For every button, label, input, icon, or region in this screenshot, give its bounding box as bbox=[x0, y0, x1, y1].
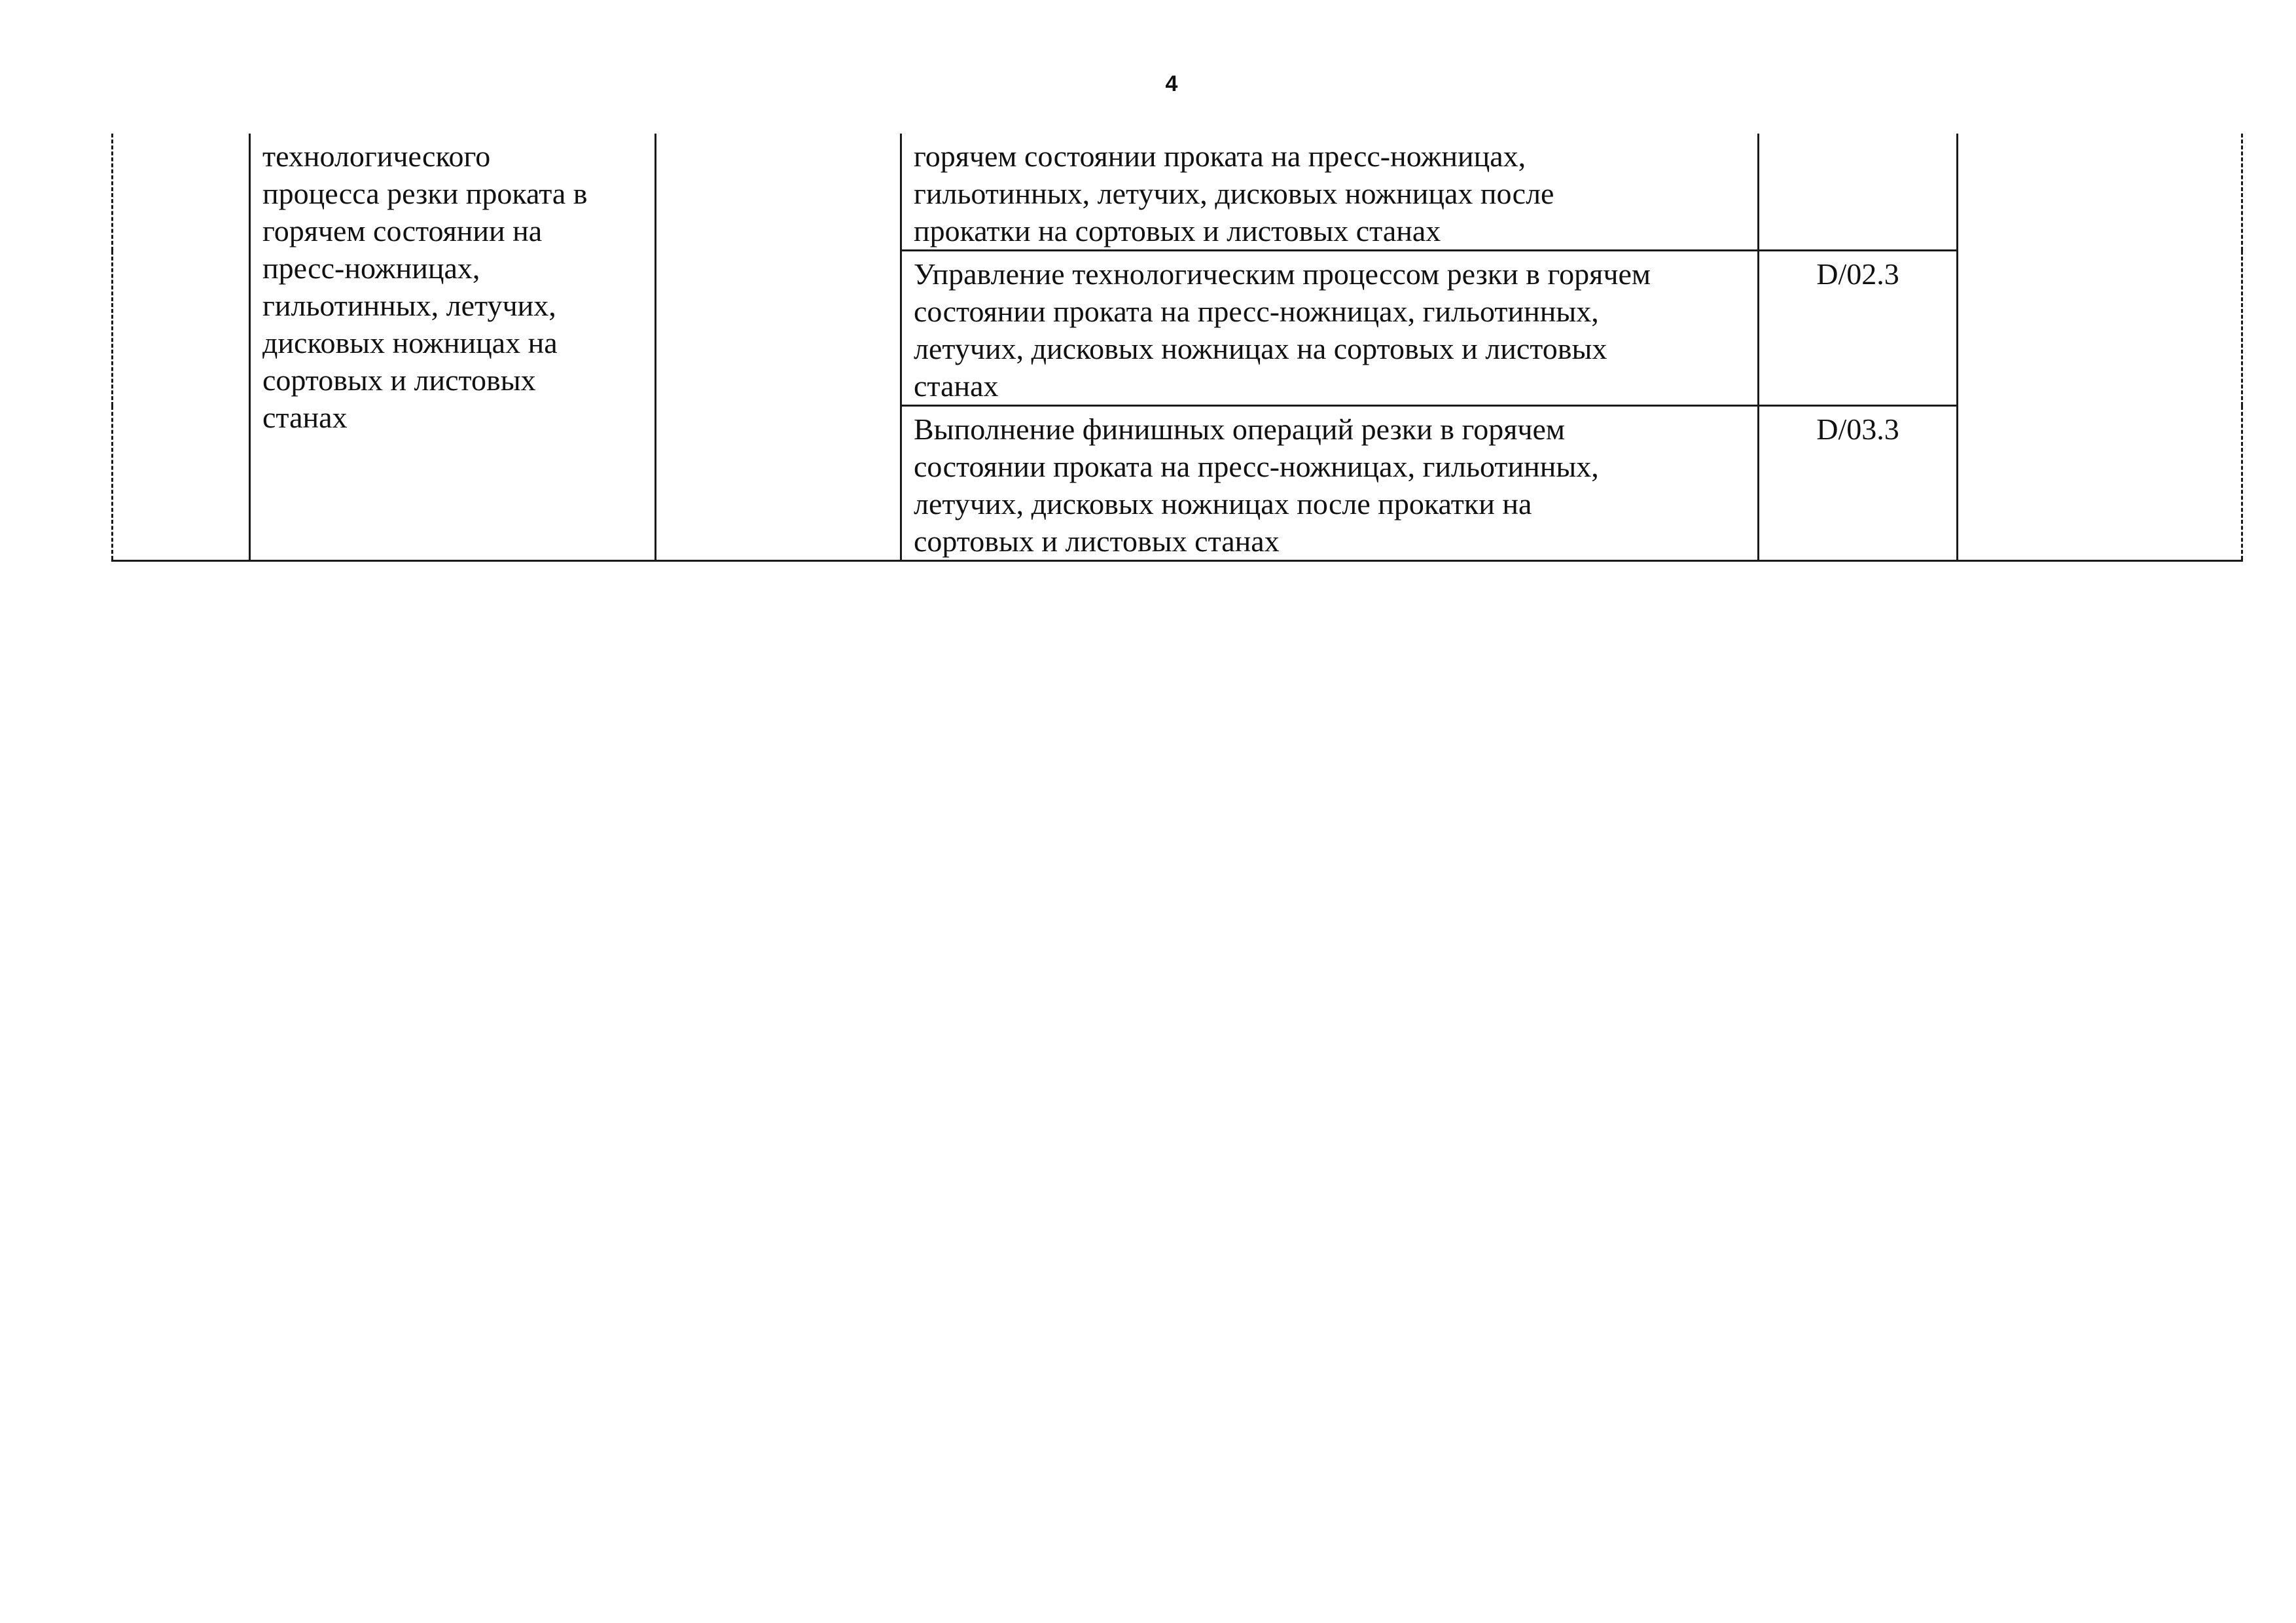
page-number: 4 bbox=[1165, 71, 1178, 96]
labor-function-name-cell: Выполнение финишных операций резки в горячем состоянии проката на пресс-ножницах, гильотинных, летучих, дисковых ножницах после прокатки на сортовых и листовых станах bbox=[901, 406, 1759, 561]
table-cell-code-group bbox=[113, 134, 250, 561]
qualification-level-cell bbox=[656, 134, 901, 561]
labor-function-code-cell bbox=[1759, 134, 1958, 251]
general-function-name-cell: технологического процесса резки проката в горячем состоянии на пресс-ножницах, гильотинных, летучих, дисковых ножницах на сортовых и листовых станах bbox=[250, 134, 656, 561]
table-row bbox=[113, 134, 2242, 251]
labor-function-code-cell: D/03.3 bbox=[1759, 406, 1958, 561]
labor-function-code-cell: D/02.3 bbox=[1759, 251, 1958, 406]
sublevel-cell bbox=[1958, 134, 2242, 561]
labor-function-name-cell: горячем состоянии проката на пресс-ножницах, гильотинных, летучих, дисковых ножницах после прокатки на сортовых и листовых станах bbox=[901, 134, 1759, 251]
functions-table bbox=[111, 134, 2243, 562]
labor-function-name-cell: Управление технологическим процессом резки в горячем состоянии проката на пресс-ножницах, гильотинных, летучих, дисковых ножницах на сортовых и листовых станах bbox=[901, 251, 1759, 406]
